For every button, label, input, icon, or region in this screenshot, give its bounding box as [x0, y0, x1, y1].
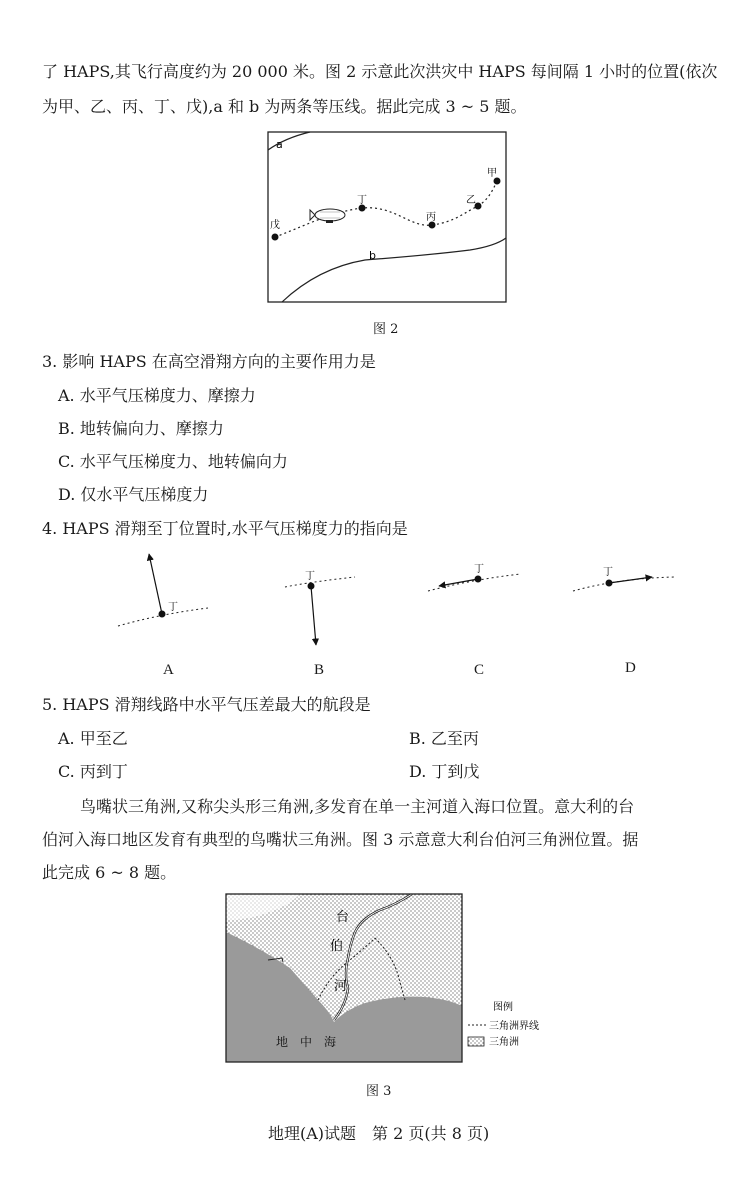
sea-label: 地 中 海 [276, 1035, 337, 1049]
passage2-line-3: 此完成 6 ~ 8 题。 [42, 863, 177, 882]
point-bing-label: 丙 [426, 212, 436, 223]
q4-stem: 4. HAPS 滑翔至丁位置时,水平气压梯度力的指向是 [42, 519, 408, 538]
river-char-1: 台 [336, 910, 350, 925]
point-jia-label: 甲 [487, 168, 497, 179]
q5-option-b: B. 乙至丙 [409, 729, 479, 748]
q5-stem: 5. HAPS 滑翔线路中水平气压差最大的航段是 [42, 695, 371, 714]
figure-3-caption: 图 3 [366, 1084, 392, 1099]
intro-line-1: 了 HAPS,其飞行高度约为 20 000 米。图 2 示意此次洪灾中 HAPS 每间隔 1 小时的位置(依次 [42, 62, 718, 81]
isobar-b-label: b [369, 249, 376, 262]
legend-title: 图例 [493, 1002, 513, 1013]
q3-option-c: C. 水平气压梯度力、地转偏向力 [58, 452, 288, 471]
q5-option-c: C. 丙到丁 [58, 762, 128, 781]
q4-option-label-a: A [163, 662, 174, 678]
q4-option-label-c: C [474, 662, 485, 678]
q4-point-label-b: 丁 [305, 571, 315, 582]
q4-point-label-a: 丁 [168, 602, 178, 613]
legend-boundary-label: 三角洲界线 [489, 1021, 539, 1032]
river-char-2: 伯 [330, 939, 344, 954]
river-char-3: 河 [334, 979, 348, 994]
point-wu-label: 戊 [270, 220, 280, 231]
q4-point-label-c: 丁 [474, 564, 484, 575]
page-footer: 地理(A)试题 第 2 页(共 8 页) [268, 1124, 490, 1143]
point-ding-label: 丁 [357, 195, 367, 206]
q4-option-label-d: D [625, 660, 636, 676]
q3-option-b: B. 地转偏向力、摩擦力 [58, 419, 224, 438]
q3-option-d: D. 仅水平气压梯度力 [58, 485, 209, 504]
q3-stem: 3. 影响 HAPS 在高空滑翔方向的主要作用力是 [42, 352, 376, 371]
intro-line-2: 为甲、乙、丙、丁、戊),a 和 b 为两条等压线。据此完成 3 ~ 5 题。 [42, 97, 527, 116]
figure-2-caption: 图 2 [373, 322, 399, 337]
q5-option-d: D. 丁到戊 [409, 762, 480, 781]
isobar-a-label: a [276, 138, 283, 151]
legend-delta-swatch [468, 1037, 484, 1046]
passage2-line-1: 鸟嘴状三角洲,又称尖头形三角洲,多发育在单一主河道入海口位置。意大利的台 [80, 797, 635, 816]
point-yi-label: 乙 [466, 195, 476, 206]
q5-option-a: A. 甲至乙 [58, 729, 128, 748]
q4-option-label-b: B [314, 662, 325, 678]
q3-option-a: A. 水平气压梯度力、摩擦力 [58, 386, 256, 405]
passage2-line-2: 伯河入海口地区发育有典型的鸟嘴状三角洲。图 3 示意意大利台伯河三角洲位置。据 [42, 830, 639, 849]
legend-delta-label: 三角洲 [489, 1037, 519, 1048]
q4-point-label-d: 丁 [603, 567, 613, 578]
